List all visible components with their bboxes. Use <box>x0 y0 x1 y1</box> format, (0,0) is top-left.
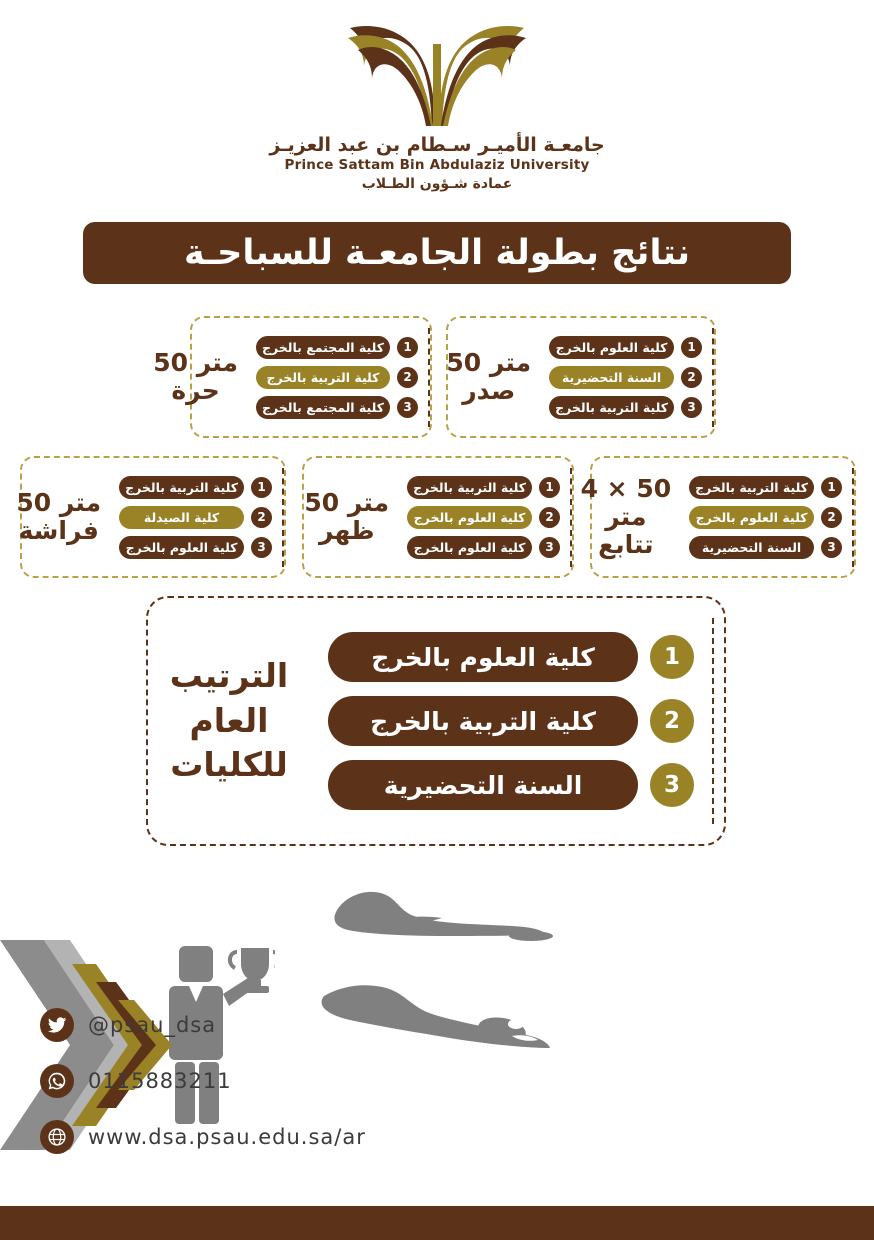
rank-badge: 3 <box>650 763 694 807</box>
team-name: كلية التربية بالخرج <box>407 476 532 499</box>
event-distance: 50 متر <box>16 488 102 517</box>
result-row <box>328 760 694 810</box>
whatsapp-icon <box>40 1064 74 1098</box>
team-name: كلية العلوم بالخرج <box>119 536 244 559</box>
result-row <box>256 396 418 419</box>
event-group-backstroke-50m <box>302 456 574 578</box>
swimmer-freestyle-icon <box>326 886 556 960</box>
rank-badge: 3 <box>539 537 560 558</box>
event-label-butterfly-50m <box>6 489 111 545</box>
overall-label-line2: العام <box>189 700 269 740</box>
result-row <box>119 506 272 529</box>
result-row <box>328 632 694 682</box>
contact-phone-number: 0115883211 <box>88 1069 232 1093</box>
contact-twitter-handle: @psau_dsa <box>88 1013 217 1037</box>
team-name: كلية التربية بالخرج <box>689 476 814 499</box>
result-row <box>689 536 842 559</box>
globe-icon <box>40 1120 74 1154</box>
result-row <box>549 396 702 419</box>
result-row <box>689 506 842 529</box>
rank-badge: 3 <box>681 397 702 418</box>
event-distance: 50 متر <box>153 348 238 377</box>
rank-badge: 2 <box>251 507 272 528</box>
event-label-backstroke-50m <box>294 489 399 545</box>
event-label-relay-4x50m <box>571 475 682 559</box>
rank-badge: 2 <box>539 507 560 528</box>
event-distance: 50 متر <box>446 348 532 377</box>
result-row <box>549 336 702 359</box>
team-name: كلية العلوم بالخرج <box>407 536 532 559</box>
overall-ranking-box <box>146 596 726 846</box>
open-book-logo-icon <box>302 18 572 128</box>
team-name: كلية العلوم بالخرج <box>328 632 638 682</box>
results-list-freestyle-50m <box>248 328 430 427</box>
result-row <box>407 476 560 499</box>
event-stroke: حرة <box>171 376 220 405</box>
result-row <box>689 476 842 499</box>
contact-twitter[interactable] <box>40 1008 460 1042</box>
result-row <box>407 506 560 529</box>
team-name: كلية المجتمع بالخرج <box>256 336 390 359</box>
rank-badge: 2 <box>650 699 694 743</box>
team-name: كلية العلوم بالخرج <box>689 506 814 529</box>
results-list-backstroke-50m <box>399 468 572 567</box>
overall-label-line3: للكليات <box>170 745 288 785</box>
event-unit: متر <box>605 502 647 531</box>
results-list-relay-4x50m <box>681 468 854 567</box>
results-list-butterfly-50m <box>111 468 284 567</box>
team-name: كلية التربية بالخرج <box>549 396 674 419</box>
result-row <box>119 476 272 499</box>
overall-ranking-label <box>148 654 310 788</box>
results-list-breaststroke-50m <box>541 328 714 427</box>
poster-title: نتائج بطولة الجامعـة للسباحـة <box>183 233 691 273</box>
contact-whatsapp[interactable] <box>40 1064 460 1098</box>
team-name: كلية التربية بالخرج <box>119 476 244 499</box>
contact-list <box>40 1008 460 1176</box>
footer-bar <box>0 1206 874 1240</box>
overall-results-list <box>310 618 714 824</box>
result-row <box>256 336 418 359</box>
team-name: كلية العلوم بالخرج <box>407 506 532 529</box>
twitter-icon <box>40 1008 74 1042</box>
contact-website-url: www.dsa.psau.edu.sa/ar <box>88 1125 366 1149</box>
rank-badge: 1 <box>539 477 560 498</box>
rank-badge: 1 <box>650 635 694 679</box>
event-stroke: تتابع <box>598 530 654 559</box>
result-row <box>256 366 418 389</box>
event-group-butterfly-50m <box>16 456 286 578</box>
result-row <box>328 696 694 746</box>
event-stroke: ظهر <box>318 516 375 545</box>
team-name: السنة التحضيرية <box>549 366 674 389</box>
rank-badge: 2 <box>681 367 702 388</box>
university-name-arabic: جامعـة الأميـر سـطام بن عبد العزيـز <box>269 134 605 156</box>
event-label-freestyle-50m <box>143 349 248 405</box>
event-label-breaststroke-50m <box>436 349 541 405</box>
event-group-breaststroke-50m <box>446 316 716 438</box>
event-stroke: صدر <box>462 376 516 405</box>
result-row <box>549 366 702 389</box>
result-row <box>407 536 560 559</box>
event-distance: 4 × 50 <box>580 474 672 503</box>
team-name: كلية الصيدلة <box>119 506 244 529</box>
university-name-english: Prince Sattam Bin Abdulaziz University <box>284 157 590 173</box>
rank-badge: 3 <box>251 537 272 558</box>
team-name: كلية التربية بالخرج <box>256 366 390 389</box>
event-distance: 50 متر <box>304 488 390 517</box>
team-name: كلية التربية بالخرج <box>328 696 638 746</box>
rank-badge: 1 <box>681 337 702 358</box>
team-name: كلية المجتمع بالخرج <box>256 396 390 419</box>
rank-badge: 2 <box>821 507 842 528</box>
overall-label-line1: الترتيب <box>169 656 289 696</box>
university-logo-block <box>0 18 874 192</box>
rank-badge: 1 <box>821 477 842 498</box>
team-name: السنة التحضيرية <box>689 536 814 559</box>
department-name: عمادة شـؤون الطـلاب <box>361 176 513 192</box>
contact-website[interactable] <box>40 1120 460 1154</box>
rank-badge: 1 <box>251 477 272 498</box>
rank-badge: 2 <box>397 367 418 388</box>
result-row <box>119 536 272 559</box>
event-group-relay-4x50m <box>580 456 856 578</box>
event-stroke: فراشة <box>18 516 99 545</box>
team-name: كلية العلوم بالخرج <box>549 336 674 359</box>
rank-badge: 3 <box>397 397 418 418</box>
rank-badge: 1 <box>397 337 418 358</box>
event-group-freestyle-50m <box>153 316 432 438</box>
rank-badge: 3 <box>821 537 842 558</box>
poster-title-banner <box>83 222 791 284</box>
team-name: السنة التحضيرية <box>328 760 638 810</box>
